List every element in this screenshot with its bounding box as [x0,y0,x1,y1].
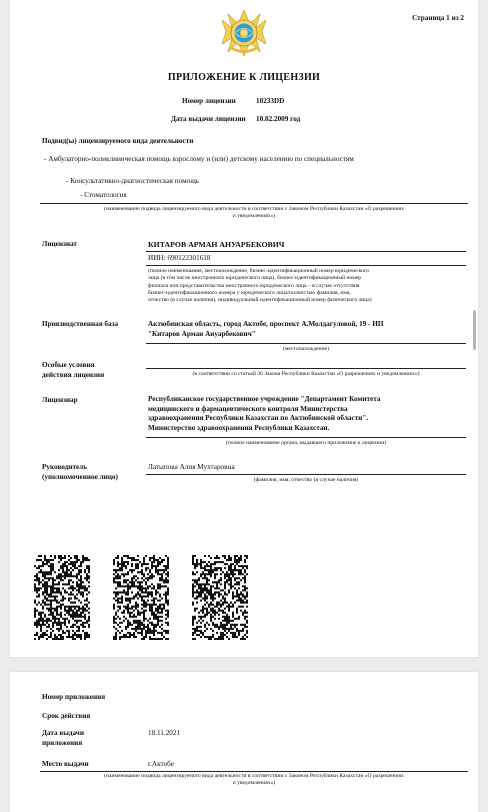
production-base-note: (местонахождение) [283,346,329,352]
licensee-iin: ИИН: 690122301618 [148,254,211,262]
licensee-note: (полное наименование, местонахождение, бизнес-идентификационный номер юридического лица (в том числе иностранного юридического лица), бизнес-идентификационный номер филиала или представительства иностранного юридического лица – в случае отсутствия бизнес-идентификационного номера у юридического лица/полностью фамилия, имя, отчество (в случае наличия), индивидуальный идентификационный номер физического лица) [148,268,372,304]
production-base-label: Производственная база [42,320,119,328]
divider [146,368,466,369]
qr-code-icon [34,555,90,640]
license-number-label: Номер лицензии [182,97,236,105]
issue-date-value: 18.11.2021 [148,729,181,737]
license-page-1 [10,0,478,657]
licensor-note: (полное наименование органа, выдавшего приложение к лицензии) [225,440,387,446]
head-label: Руководитель (уполномоченное лицо) [42,463,118,481]
divider [146,251,466,252]
production-base-value: Актюбинская область, город Актобе, проспект А.Молдагуловой, 19 - ИП "Китаров Арман Ануарбекович" [148,320,384,338]
appendix-number-label: Номер приложения [42,693,106,701]
subtype-item: - Стоматология [80,191,127,199]
scrollbar-thumb[interactable] [473,310,476,350]
divider [146,474,466,475]
licensor-label: Лицензиар [42,396,78,404]
license-page-2 [10,672,478,812]
license-date-label: Дата выдачи лицензии [171,115,246,123]
head-note: (фамилия, имя, отчество (в случае наличия) [253,477,359,483]
qr-code-icon [192,555,248,640]
special-conditions-note: (в соответствии со статьей 36 Закона Республики Казахстан «О разрешениях и уведомлениях») [192,371,420,377]
page2-note: (наименование подвида лицензируемого вида деятельности в соответствии с Законом Республики Казахстан «О разрешениях и уведомлениях») [104,773,404,787]
licensee-name: КИТАРОВ АРМАН АНУАРБЕКОВИЧ [148,240,285,249]
special-conditions-label: Особые условия действия лицензии [42,361,105,379]
license-number-value: 10233DD [256,97,285,105]
divider [146,265,466,266]
page-counter: Страница 1 из 2 [412,14,464,22]
license-date-value: 10.02.2009 год [256,115,301,123]
divider [40,771,468,772]
qr-code-icon [113,555,169,640]
place-label: Место выдачи [42,760,89,768]
licensor-value: Республиканское государственное учреждение "Департамент Комитета медицинского и фармацевтического контроля Министерства здравоохранения Республики Казахстан по Актюбинской области". Министерство здравоохранения Республики Казахстан. [148,395,381,432]
divider [146,343,466,344]
place-value: г.Актобе [148,760,174,768]
subtype-item: - Консультативно-диагностическая помощь [66,177,200,185]
subtypes-note: (наименование подвида лицензируемого вида деятельности в соответствии с Законом Республики Казахстан «О разрешениях и уведомлениях») [104,206,404,220]
divider [146,437,466,438]
licensee-label: Лицензиат [42,240,77,248]
head-name: Латыпова Алия Мухтаровна [148,463,235,471]
state-emblem-icon [222,10,266,56]
divider [40,203,468,204]
validity-label: Срок действия [42,712,91,720]
subtype-item: - Амбулаторно-поликлиническая помощь взрослому и (или) детскому населению по специальностям [44,155,354,163]
subtypes-heading: Подвид(ы) лицензируемого вида деятельности [42,137,194,145]
page-title: ПРИЛОЖЕНИЕ К ЛИЦЕНЗИИ [167,72,321,83]
issue-date-label: Дата выдачи приложения [42,729,84,747]
